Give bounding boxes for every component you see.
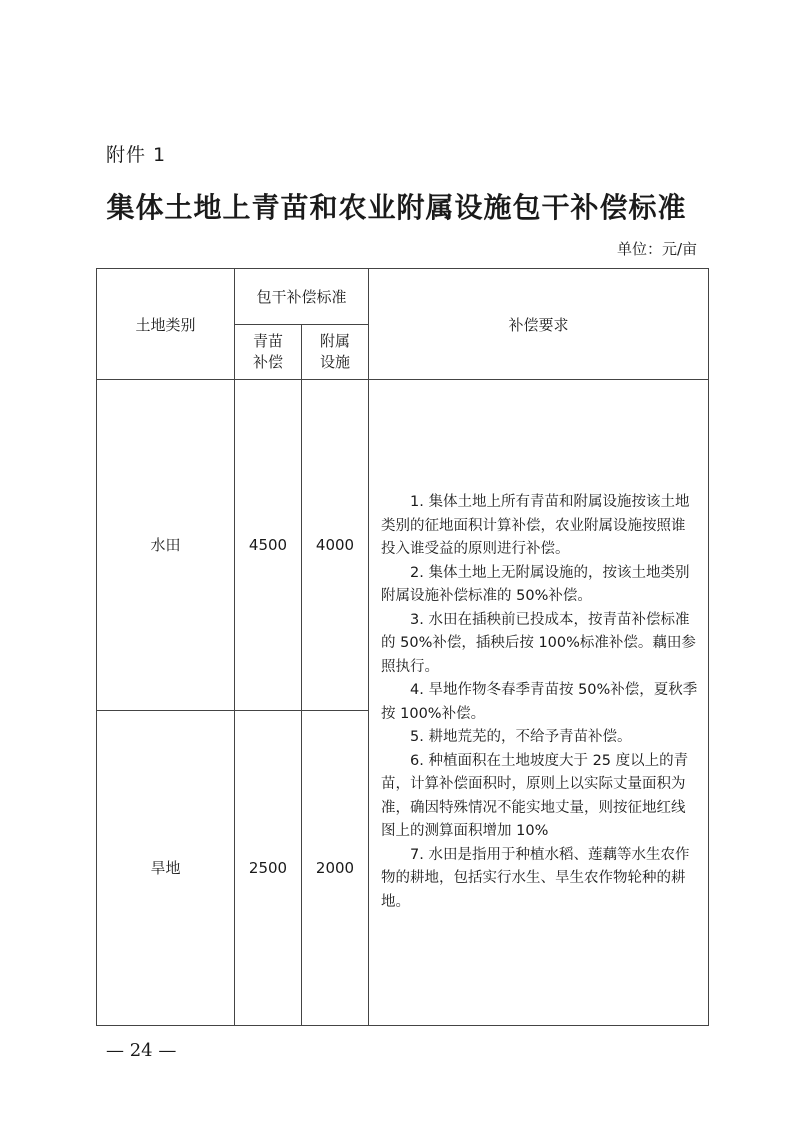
requirement-item: 7. 水田是指用于种植水稻、莲藕等水生农作物的耕地，包括实行水生、旱生农作物轮种的耕地。 — [381, 846, 690, 910]
header-requirements: 补偿要求 — [369, 269, 709, 380]
land-type-cell: 水田 — [97, 380, 235, 710]
requirement-item: 3. 水田在插秧前已投成本，按青苗补偿标准的 50%补偿，插秧后按 100%标准补偿。藕田参照执行。 — [381, 611, 696, 675]
requirement-item: 2. 集体土地上无附属设施的，按该土地类别附属设施补偿标准的 50%补偿。 — [381, 564, 690, 605]
land-type-cell: 旱地 — [97, 710, 235, 1025]
header-land-type: 土地类别 — [97, 269, 235, 380]
document-title: 集体土地上青苗和农业附属设施包干补偿标准 — [106, 191, 687, 224]
unit-note: 单位：元/亩 — [616, 240, 697, 258]
compensation-standard-table — [96, 268, 709, 1026]
page-number: — 24 — — [106, 1040, 177, 1061]
facility-value-cell: 4000 — [302, 380, 369, 710]
seedling-value-cell: 2500 — [235, 710, 302, 1025]
attachment-label: 附件 1 — [106, 144, 167, 166]
header-seedling: 青苗补偿 — [235, 325, 302, 380]
requirement-item: 1. 集体土地上所有青苗和附属设施按该土地类别的征地面积计算补偿，农业附属设施按照谁投入谁受益的原则进行补偿。 — [381, 494, 690, 558]
requirement-item: 5. 耕地荒芜的，不给予青苗补偿。 — [410, 729, 632, 746]
table-row — [97, 380, 709, 710]
requirement-item: 6. 种植面积在土地坡度大于 25 度以上的青苗，计算补偿面积时，原则上以实际丈量面积为准，确因特殊情况不能实地丈量，则按征地红线图上的测算面积增加 10% — [381, 752, 689, 840]
requirements-cell — [369, 380, 709, 1026]
seedling-value-cell: 4500 — [235, 380, 302, 710]
header-facility: 附属设施 — [302, 325, 369, 380]
facility-value-cell: 2000 — [302, 710, 369, 1025]
header-standard: 包干补偿标准 — [235, 269, 369, 325]
requirement-item: 4. 旱地作物冬春季青苗按 50%补偿，夏秋季按 100%补偿。 — [381, 682, 698, 722]
